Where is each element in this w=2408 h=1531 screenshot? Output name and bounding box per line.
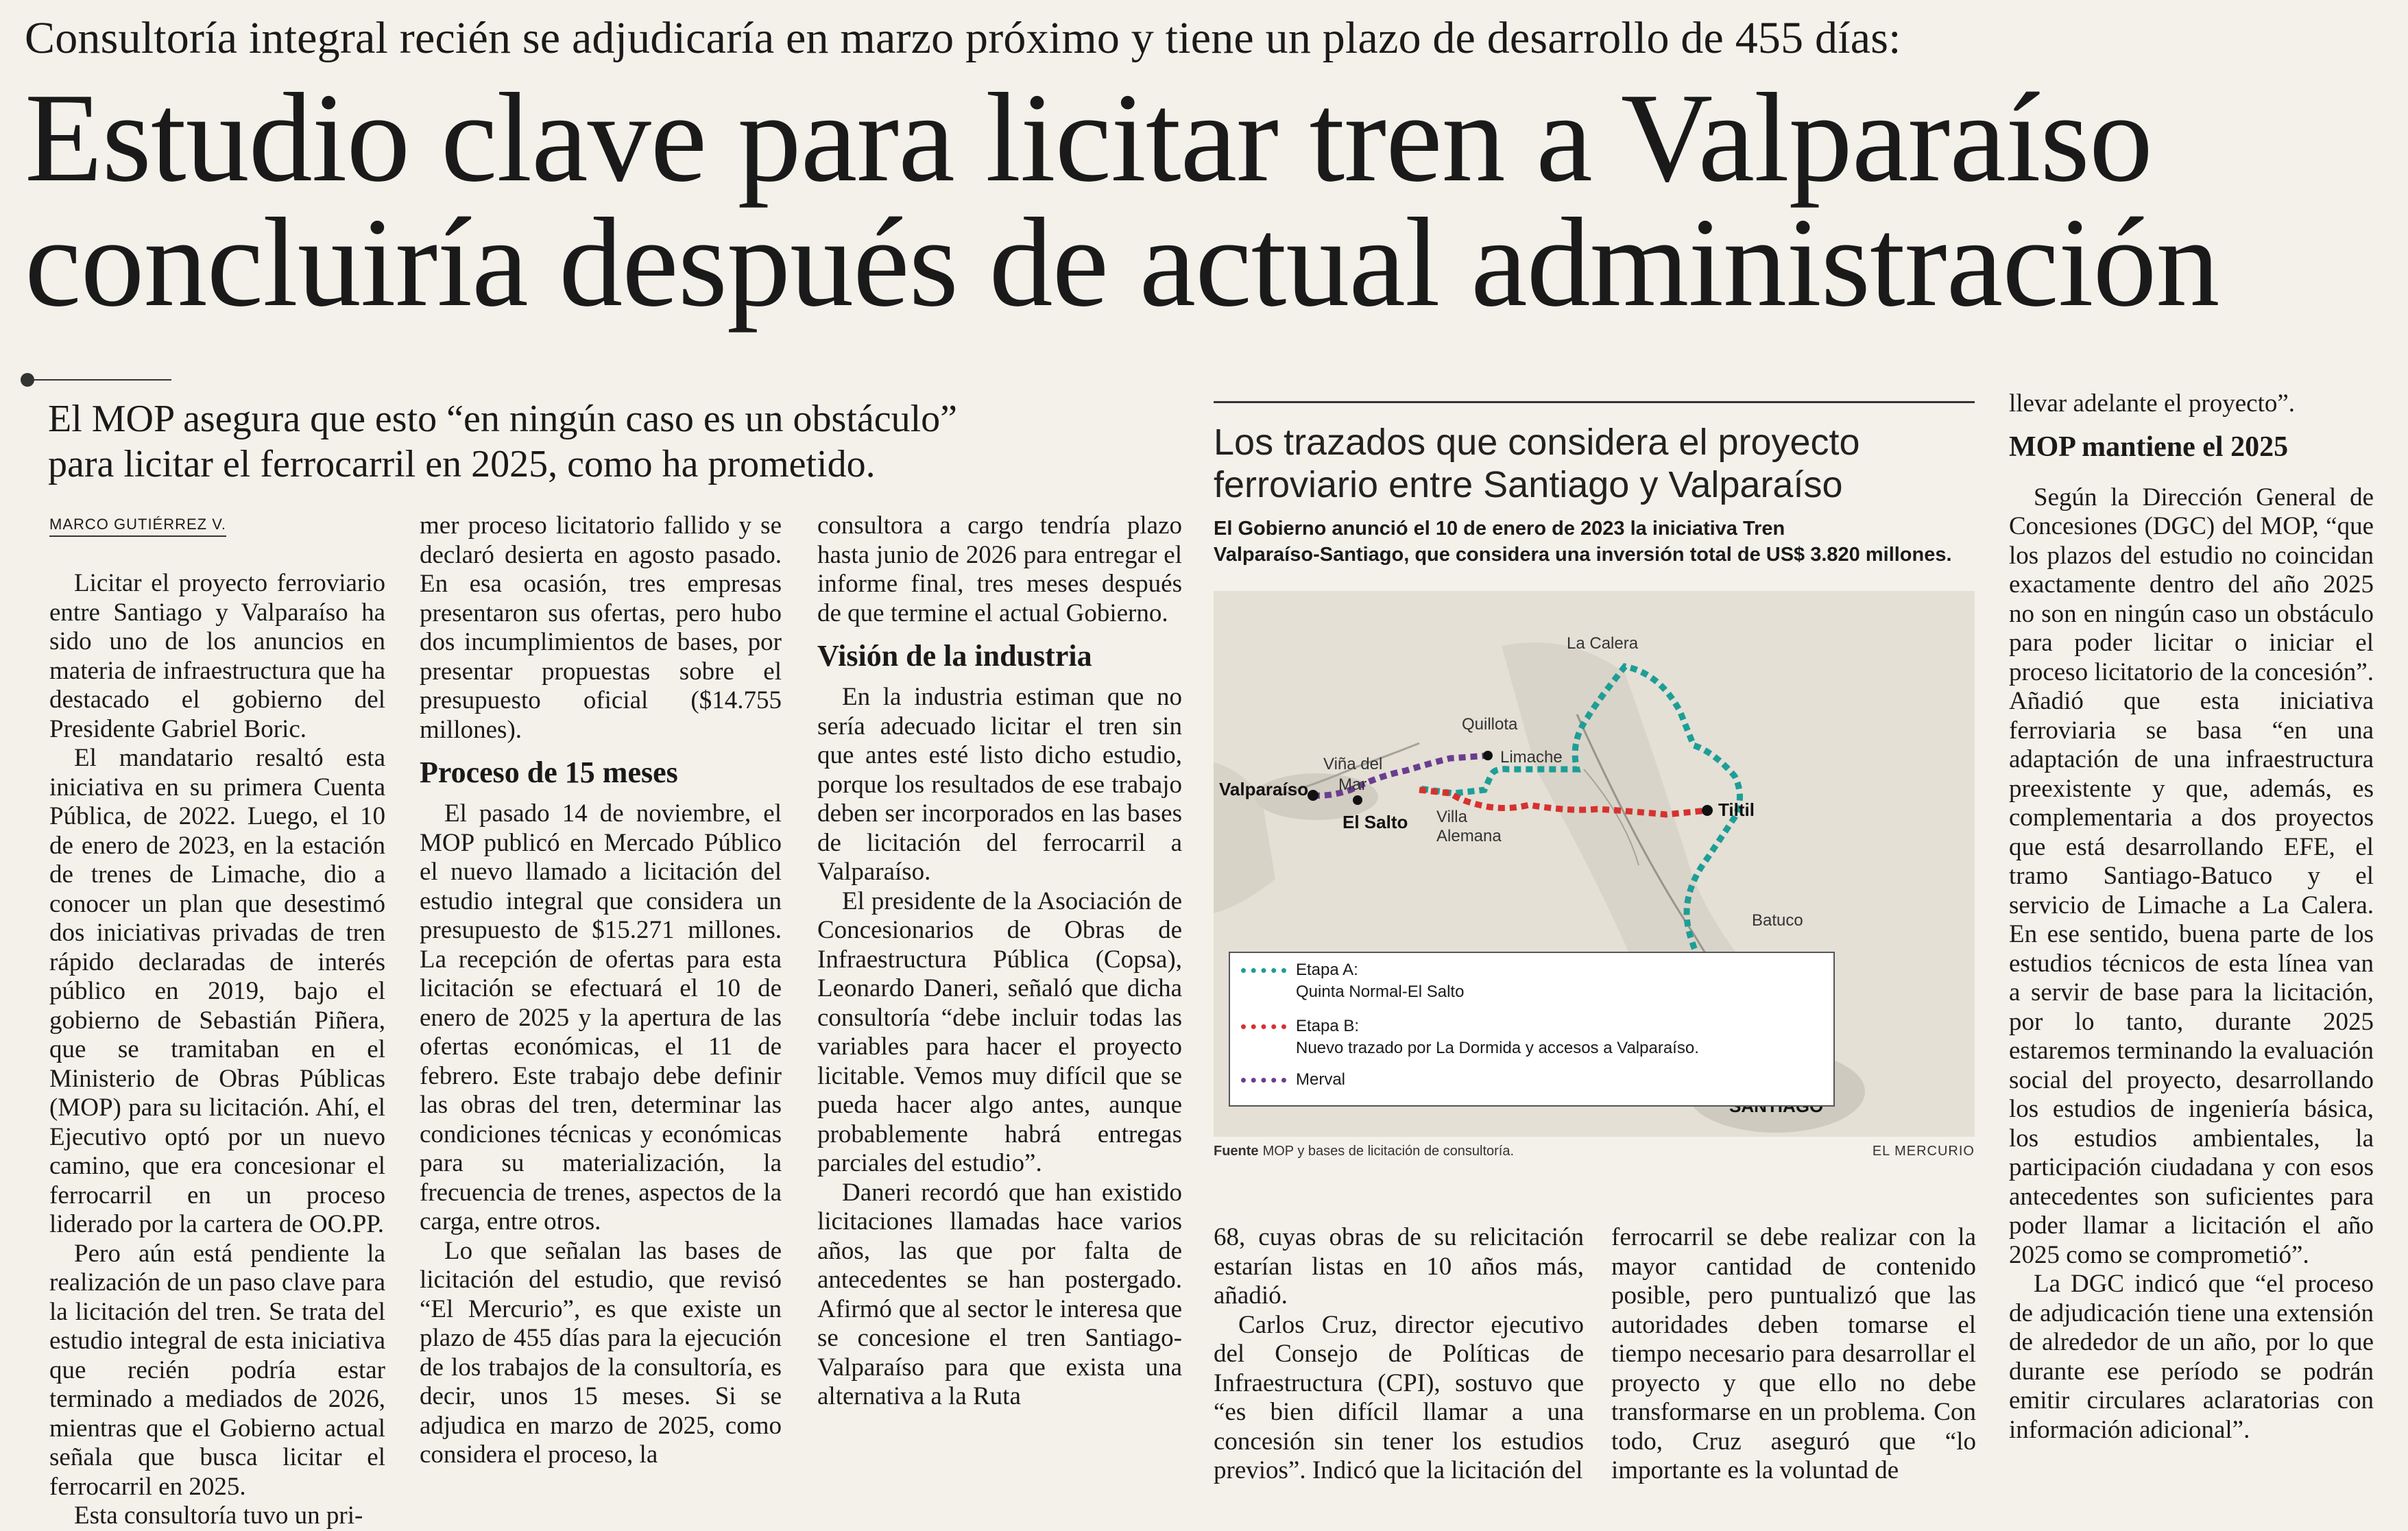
- legend-swatch-etapa-a: [1241, 968, 1286, 973]
- source-label: Fuente: [1214, 1144, 1259, 1159]
- divider-line: [34, 379, 171, 381]
- subheadline: [48, 396, 1118, 487]
- subheadline-line-2: para licitar el ferrocarril en 2025, como ha prometido.: [48, 443, 876, 485]
- source-text: MOP y bases de licitación de consultoría.: [1262, 1144, 1515, 1159]
- legend-desc-etapa-b: Nuevo trazado por La Dormida y accesos a Valparaíso.: [1296, 1039, 1699, 1057]
- place-label-limache: Limache: [1500, 748, 1563, 767]
- place-label-batuco: Batuco: [1752, 911, 1803, 930]
- paragraph: En la industria estiman que no sería adecuado licitar el tren sin que antes esté listo dicho estudio, porque los resultados de ese trabajo deben ser incorporados en las bases de licitación del ferrocarril a Valparaíso.: [817, 683, 1182, 886]
- graphic-subtitle-line-2: Valparaíso-Santiago, que considera una inversión total de US$ 3.820 millones.: [1214, 544, 1952, 566]
- kicker: Consultoría integral recién se adjudicaría en marzo próximo y tiene un plazo de desarrollo de 455 días:: [25, 13, 1901, 63]
- byline: MARCO GUTIÉRREZ V.: [49, 516, 226, 537]
- article-column-5: [1611, 1223, 1976, 1486]
- headline: [25, 67, 2219, 333]
- place-label-la-calera: La Calera: [1567, 634, 1639, 653]
- legend-item-etapa-b: [1241, 1016, 1359, 1037]
- section-heading: Visión de la industria: [817, 639, 1092, 673]
- graphic-title-line-1: Los trazados que considera el proyecto: [1214, 422, 1860, 463]
- graphic-subtitle: [1214, 516, 1975, 568]
- article-column-6: [2009, 389, 2374, 1445]
- legend-item-merval: [1241, 1070, 1345, 1090]
- place-label-quillota: Quillota: [1462, 715, 1518, 734]
- article-column-4: [1214, 1223, 1584, 1486]
- place-label-tiltil: Tiltil: [1718, 799, 1755, 820]
- paragraph: 68, cuyas obras de su relicitación estarían listas en 10 años más, añadió.: [1214, 1223, 1584, 1310]
- place-label-el-salto: El Salto: [1343, 812, 1408, 832]
- station-tiltil-marker: [1702, 805, 1713, 816]
- place-label-villa-alemana-1: Villa: [1436, 808, 1467, 826]
- graphic-title: [1214, 401, 1975, 506]
- paragraph: Esta consultoría tuvo un pri-: [74, 1502, 363, 1530]
- headline-line-2: concluiría después de actual administración: [25, 192, 2219, 333]
- paragraph: Según la Dirección General de Concesiones (DGC) del MOP, “que los plazos del estudio no coincidan exactamente dentro del año 2025 no son en ningún caso un obstáculo para poder licitar o iniciar el proceso licitatorio de la concesión”. Añadió que esta iniciativa ferroviaria se basa “en una adaptación de una infraestructura preexistente y que, además, es complementaria a dos proyectos que está desarrollando EFE, el tramo Santiago-Batuco y el servicio de Limache a La Calera. En ese sentido, buena parte de los estudios técnicos de esta línea van a servir de base para la licitación, por lo tanto, durante 2025 estaremos terminando la evaluación social del proyecto, desarrollando los estudios de ingeniería básica, los estudios ambientales, la participación ciudadana y con esos antecedentes son suficientes para poder llamar a licitación el año 2025 como se comprometió”.: [2009, 483, 2374, 1269]
- station-limache-marker: [1483, 751, 1493, 760]
- paragraph: llevar adelante el proyecto”.: [2009, 389, 2296, 418]
- paragraph: Licitar el proyecto ferroviario entre Santiago y Valparaíso ha sido uno de los anuncios en materia de infraestructura que ha destacado el gobierno del Presidente Gabriel Boric.: [49, 569, 385, 743]
- legend-item-etapa-a: [1241, 960, 1358, 980]
- legend-swatch-merval: [1241, 1078, 1286, 1083]
- station-valparaiso-marker: [1308, 790, 1319, 801]
- paragraph: El mandatario resaltó esta iniciativa en su primera Cuenta Pública, de 2022. Luego, el 10 de enero de 2023, en la estación de trenes de Limache, dio a conocer un plan que desestimó dos iniciativas privadas de tren rápido declaradas de interés público en 2019, bajo el gobierno de Sebastián Piñera, que se tramitaban en el Ministerio de Obras Públicas (MOP) para su licitación. Ahí, el Ejecutivo optó por un nuevo camino, que era concesionar el ferrocarril en un proceso liderado por la cartera de OO.PP.: [49, 744, 385, 1238]
- place-label-vina-del-mar-1: Viña del: [1323, 755, 1383, 773]
- place-label-vina-del-mar-2: Mar: [1338, 775, 1367, 794]
- paragraph: El presidente de la Asociación de Concesionarios de Obras de Infraestructura Pública (Copsa), Leonardo Daneri, señaló que dicha consultoría “debe incluir todas las variables para hacer el proyecto licitable. Vemos muy difícil que se pueda hacer algo antes, aunque probablemente habrá entregas parciales del estudio”.: [817, 887, 1182, 1177]
- paragraph: consultora a cargo tendría plazo hasta junio de 2026 para entregar el informe final, tres meses después de que termine el actual Gobierno.: [817, 511, 1182, 627]
- legend-swatch-etapa-b: [1241, 1024, 1286, 1029]
- route-map: [1214, 591, 1975, 1137]
- paragraph: La DGC indicó que “el proceso de adjudicación tiene una extensión de alrededor de un año, por lo que durante ese período se podrán emitir circulares aclaratorias con información adicional”.: [2009, 1270, 2374, 1444]
- graphic-title-line-2: ferroviario entre Santiago y Valparaíso: [1214, 464, 1843, 505]
- section-heading: MOP mantiene el 2025: [2009, 431, 2289, 463]
- paragraph: Pero aún está pendiente la realización de un paso clave para la licitación del tren. Se trata del estudio integral de esta iniciativa que recién podría estar terminado a mediados de 2026, mientras que el Gobierno actual señala que busca licitar el ferrocarril en 2025.: [49, 1239, 385, 1501]
- legend-label: Etapa B:: [1296, 1017, 1360, 1035]
- paragraph: Carlos Cruz, director ejecutivo del Consejo de Políticas de Infraestructura (CPI), sostuvo que “es bien difícil llamar a una concesión sin tener los estudios previos”. Indicó que la licitación del: [1214, 1310, 1584, 1484]
- place-label-valparaiso: Valparaíso: [1219, 779, 1309, 799]
- place-label-villa-alemana-2: Alemana: [1436, 827, 1502, 845]
- map-legend: [1229, 952, 1835, 1107]
- paragraph: Daneri recordó que han existido licitaciones llamadas hace varios años, las que por falta de antecedentes se han postergado. Afirmó que al sector le interesa que se concesione el tren Santiago-Valparaíso para que exista una alternativa a la Ruta: [817, 1178, 1182, 1410]
- article-column-2: [420, 511, 782, 1470]
- paragraph: ferrocarril se debe realizar con la mayor cantidad de contenido posible, pero puntualizó que las autoridades deben tomarse el tiempo necesario para desarrollar el proyecto y que ello no debe transformarse en un problema. Con todo, Cruz aseguró que “lo importante es la voluntad de: [1611, 1223, 1976, 1484]
- section-heading: Proceso de 15 meses: [420, 756, 678, 789]
- station-el-salto-marker: [1353, 795, 1362, 805]
- paragraph: El pasado 14 de noviembre, el MOP publicó en Mercado Público el nuevo llamado a licitación del estudio integral que considera un presupuesto de $15.271 millones. La recepción de ofertas para esta licitación se efectuará el 10 de enero de 2025 y la apertura de las ofertas económicas, el 11 de febrero. Este trabajo debe definir las obras del tren, determinar las condiciones técnicas y económicas para su materialización, la frecuencia de trenes, aspectos de la carga, entre otros.: [420, 799, 782, 1235]
- paragraph: mer proceso licitatorio fallido y se declaró desierta en agosto pasado. En esa ocasión, tres empresas presentaron sus ofertas, pero hubo dos incumplimientos de bases, por presentar propuestas sobre el presupuesto oficial ($14.755 millones).: [420, 511, 782, 744]
- graphic-credit: EL MERCURIO: [1872, 1144, 1975, 1159]
- legend-label: Merval: [1296, 1070, 1346, 1089]
- article-column-3: [817, 511, 1182, 1412]
- paragraph: Lo que señalan las bases de licitación del estudio, que revisó “El Mercurio”, es que existe un plazo de 455 días para la ejecución de los trabajos de la consultoría, es decir, unos 15 meses. Si se adjudica en marzo de 2025, como considera el proceso, la: [420, 1236, 782, 1469]
- legend-label: Etapa A:: [1296, 961, 1358, 979]
- graphic-source: [1214, 1144, 1975, 1159]
- legend-desc-etapa-a: Quinta Normal-El Salto: [1296, 983, 1465, 1001]
- article-column-1: [49, 569, 385, 1531]
- headline-line-1: Estudio clave para licitar tren a Valparaíso: [25, 67, 2152, 208]
- graphic-subtitle-line-1: El Gobierno anunció el 10 de enero de 2023 la iniciativa Tren: [1214, 518, 1785, 540]
- divider-dot: [21, 373, 34, 387]
- subheadline-line-1: El MOP asegura que esto “en ningún caso es un obstáculo”: [48, 398, 958, 440]
